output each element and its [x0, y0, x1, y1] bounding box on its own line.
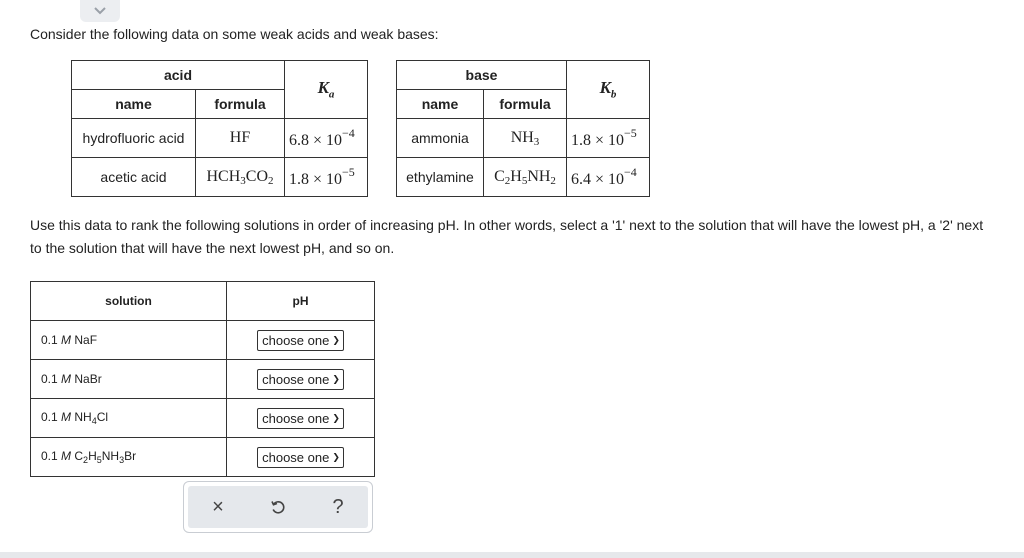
solution-cell: 0.1 M NaBr	[31, 360, 227, 399]
ph-cell	[227, 360, 375, 399]
rank-select[interactable]: choose one ❯	[257, 408, 344, 429]
acid-formula: $HCH_3CO_2$	[196, 158, 285, 197]
rank-select[interactable]: choose one ❯	[257, 330, 344, 351]
solution-cell: 0.1 M $NH_4Cl$	[31, 399, 227, 438]
ka-header: $K_a$	[285, 61, 368, 119]
table-row	[31, 360, 375, 399]
base-formula: $C_2H_5NH_2$	[484, 158, 567, 197]
acid-formula: HF	[196, 119, 285, 158]
acid-name: hydrofluoric acid	[72, 119, 196, 158]
base-name: ammonia	[397, 119, 484, 158]
chevron-down-icon: ❯	[332, 412, 340, 423]
table-row	[72, 119, 368, 158]
chevron-down-icon: ❯	[332, 451, 340, 462]
base-formula-header: formula	[484, 90, 567, 119]
base-kb: $1.8 \times 10^{-5}$	[567, 119, 650, 158]
answer-toolbar	[183, 481, 373, 533]
base-kb: $6.4 \times 10^{-4}$	[567, 158, 650, 197]
ranking-table	[30, 281, 375, 477]
instructions-text: Use this data to rank the following solutions in order of increasing pH. In other words, select a '1' next to the solution that will have the lowest pH, a '2' next to the solution that will have the next lowest pH, and so on.	[30, 217, 984, 256]
ph-cell	[227, 321, 375, 360]
ph-cell	[227, 438, 375, 477]
base-name: ethylamine	[397, 158, 484, 197]
help-button[interactable]	[323, 492, 353, 522]
solution-cell: 0.1 M $C_2H_5NH_3Br$	[31, 438, 227, 477]
base-formula: $NH_3$	[484, 119, 567, 158]
acid-formula-header: formula	[196, 90, 285, 119]
clear-button[interactable]	[203, 492, 233, 522]
chevron-down-icon: ❯	[332, 334, 340, 345]
acid-group-header: acid	[72, 61, 285, 90]
acid-ka: $6.8 \times 10^{-4}$	[285, 119, 368, 158]
collapse-toggle[interactable]	[80, 0, 120, 22]
base-name-header: name	[397, 90, 484, 119]
kb-header: $K_b$	[567, 61, 650, 119]
chevron-down-icon	[93, 4, 107, 18]
acid-ka: $1.8 \times 10^{-5}$	[285, 158, 368, 197]
acid-name-header: name	[72, 90, 196, 119]
rank-select[interactable]: choose one ❯	[257, 447, 344, 468]
acid-name: acetic acid	[72, 158, 196, 197]
table-row	[72, 158, 368, 197]
table-row	[31, 321, 375, 360]
intro-text: Consider the following data on some weak acids and weak bases:	[30, 26, 439, 42]
rank-select[interactable]: choose one ❯	[257, 369, 344, 390]
acid-table	[71, 60, 368, 197]
ph-cell	[227, 399, 375, 438]
help-icon: ?	[332, 495, 344, 518]
bottom-divider	[0, 552, 1024, 558]
chevron-down-icon: ❯	[332, 373, 340, 384]
table-row	[397, 119, 650, 158]
base-table	[396, 60, 650, 197]
undo-icon	[269, 498, 287, 516]
undo-button[interactable]	[263, 492, 293, 522]
base-group-header: base	[397, 61, 567, 90]
solution-cell: 0.1 M NaF	[31, 321, 227, 360]
table-row	[31, 399, 375, 438]
ph-header: pH	[227, 282, 375, 321]
solution-header: solution	[31, 282, 227, 321]
table-row	[31, 438, 375, 477]
table-row	[397, 158, 650, 197]
close-icon: ×	[212, 495, 224, 518]
